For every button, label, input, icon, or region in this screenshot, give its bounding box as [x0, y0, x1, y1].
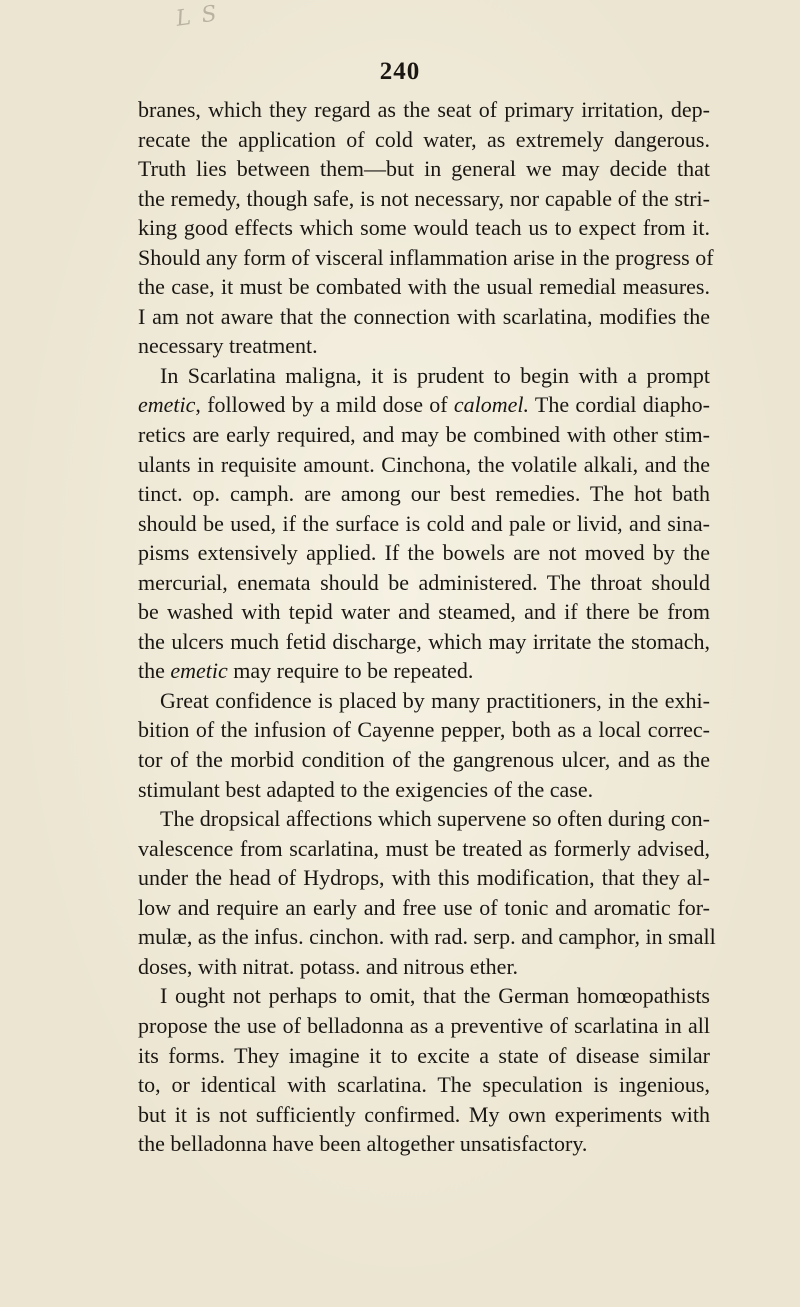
text-line	[138, 302, 710, 332]
text-line	[138, 213, 710, 243]
text-segment: king good effects which some would teach us to expect from it.	[138, 215, 710, 241]
text-line	[138, 154, 710, 184]
text-line	[138, 390, 710, 420]
text-line	[138, 775, 710, 805]
text-segment: may require to be repeated.	[227, 658, 474, 684]
text-segment: , followed by a mild dose of	[195, 392, 454, 418]
text-segment: Great confidence is placed by many practitioners, in the exhi-	[160, 687, 710, 713]
text-line	[138, 834, 710, 864]
body-text	[138, 95, 716, 1159]
text-line	[138, 952, 710, 982]
text-line	[138, 656, 710, 686]
text-line	[138, 863, 710, 893]
text-line	[138, 922, 716, 952]
text-line	[138, 627, 710, 657]
text-line	[138, 509, 710, 539]
text-segment: should be used, if the surface is cold and pale or livid, and sina-	[138, 510, 710, 536]
italic-term: emetic	[138, 392, 196, 418]
text-line	[138, 420, 710, 450]
text-line	[138, 538, 710, 568]
text-line	[138, 272, 710, 302]
text-line	[138, 1011, 710, 1041]
text-line	[138, 981, 710, 1011]
text-segment: ulants in requisite amount. Cinchona, the volatile alkali, and the	[138, 451, 710, 477]
text-segment: the belladonna have been altogether unsatisfactory.	[138, 1131, 588, 1157]
text-segment: the ulcers much fetid discharge, which may irritate the stomach,	[138, 628, 710, 654]
text-segment: to, or identical with scarlatina. The speculation is ingenious,	[138, 1072, 710, 1098]
text-segment: tinct. op. camph. are among our best remedies. The hot bath	[138, 481, 710, 507]
text-segment: I am not aware that the connection with scarlatina, modifies the	[138, 303, 710, 329]
text-segment: propose the use of belladonna as a preventive of scarlatina in all	[138, 1012, 710, 1038]
text-line	[138, 1070, 710, 1100]
text-line	[138, 686, 710, 716]
text-segment: retics are early required, and may be combined with other stim-	[138, 422, 710, 448]
text-segment: stimulant best adapted to the exigencies of the case.	[138, 776, 594, 802]
italic-term: emetic	[170, 658, 228, 684]
text-line	[138, 243, 714, 273]
text-segment: tor of the morbid condition of the gangrenous ulcer, and as the	[138, 747, 710, 773]
text-segment: The dropsical affections which supervene so often during con-	[160, 806, 710, 832]
text-segment: recate the application of cold water, as extremely dangerous.	[138, 126, 710, 152]
text-segment: mercurial, enemata should be administered. The throat should	[138, 569, 710, 595]
text-line	[138, 331, 710, 361]
text-line	[138, 597, 710, 627]
text-segment: under the head of Hydrops, with this modification, that they al-	[138, 865, 710, 891]
text-segment: pisms extensively applied. If the bowels are not moved by the	[138, 540, 710, 566]
text-segment: mulæ, as the infus. cinchon. with rad. serp. and camphor, in small	[138, 924, 716, 950]
text-segment: valescence from scarlatina, must be treated as formerly advised,	[138, 835, 710, 861]
text-segment: Truth lies between them—but in general we may decide that	[138, 156, 710, 182]
pencil-annotation: L S	[174, 1, 221, 32]
text-segment: bition of the infusion of Cayenne pepper, both as a local correc-	[138, 717, 710, 743]
text-segment: the case, it must be combated with the usual remedial measures.	[138, 274, 710, 300]
text-line	[138, 804, 710, 834]
text-segment: the remedy, though safe, is not necessary, nor capable of the stri-	[138, 185, 710, 211]
text-line	[138, 95, 710, 125]
text-line	[138, 1041, 710, 1071]
text-segment: its forms. They imagine it to excite a state of disease similar	[138, 1042, 710, 1068]
text-line	[138, 1100, 710, 1130]
text-segment: I ought not perhaps to omit, that the German homœopathists	[160, 983, 710, 1009]
text-line	[138, 745, 710, 775]
text-segment: the	[138, 658, 171, 684]
text-segment: branes, which they regard as the seat of primary irritation, dep-	[138, 97, 710, 122]
text-segment: doses, with nitrat. potass. and nitrous ether.	[138, 953, 519, 979]
text-line	[138, 125, 710, 155]
text-line	[138, 361, 710, 391]
text-line	[138, 715, 710, 745]
text-line	[138, 184, 710, 214]
text-line	[138, 893, 710, 923]
text-line	[138, 479, 710, 509]
text-line	[138, 1129, 710, 1159]
text-line	[138, 450, 710, 480]
page-number: 240	[379, 58, 421, 85]
text-segment: The cordial diapho-	[529, 392, 710, 418]
text-segment: low and require an early and free use of tonic and aromatic for-	[138, 894, 710, 920]
text-line	[138, 568, 710, 598]
text-segment: be washed with tepid water and steamed, and if there be from	[138, 599, 710, 625]
text-segment: Should any form of visceral inflammation arise in the progress of	[138, 244, 714, 270]
text-segment: In Scarlatina maligna, it is prudent to begin with a prompt	[160, 362, 710, 388]
text-segment: necessary treatment.	[138, 333, 318, 359]
text-segment: but it is not sufficiently confirmed. My own experiments with	[138, 1101, 710, 1127]
italic-term: calomel.	[453, 392, 530, 418]
